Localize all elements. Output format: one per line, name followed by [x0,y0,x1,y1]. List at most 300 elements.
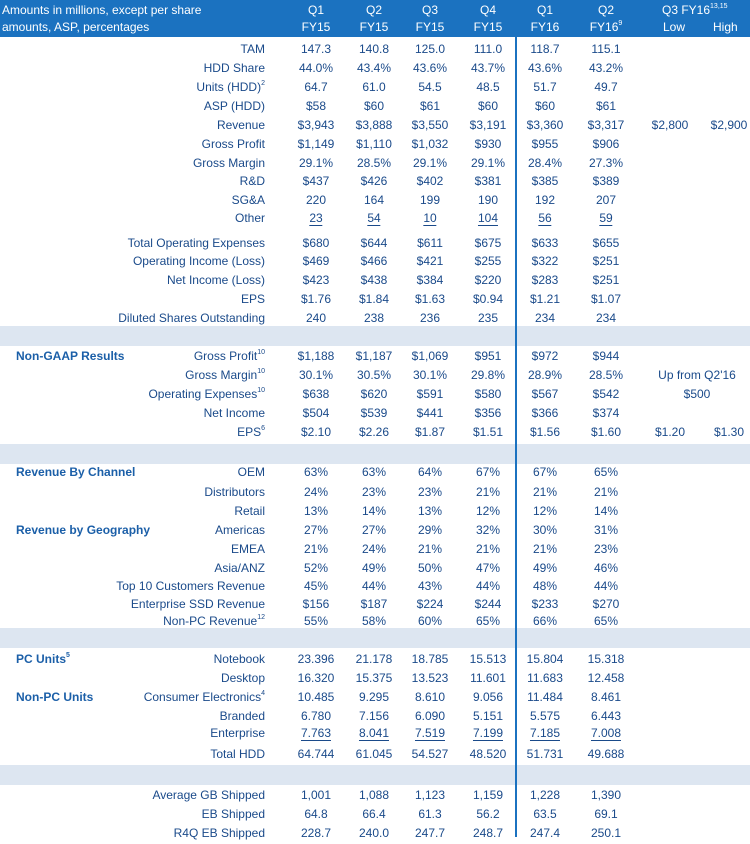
value-cell: 47% [475,561,501,575]
guidance-high: $2,900 [710,118,748,132]
value-cell: 28.4% [527,156,563,170]
value-cell: $58 [305,99,327,113]
value-cell: $156 [302,597,330,611]
value-cell: 164 [363,193,385,207]
value-cell: 48.5 [476,80,500,94]
row-label: Net Income [203,406,265,420]
row-label: Retail [234,504,265,518]
table-row [0,385,750,404]
value-cell: 54.527 [411,747,449,761]
guidance-high: $1.30 [713,425,745,439]
value-cell: 21% [303,542,329,556]
value-cell: $233 [531,597,559,611]
value-cell: 13% [417,504,443,518]
table-row [0,669,750,688]
value-cell: $224 [416,597,444,611]
row-label: EPS [240,292,265,306]
value-cell: $580 [474,387,502,401]
value-cell: $438 [360,273,388,287]
value-cell: $402 [416,174,444,188]
value-cell: 48.520 [469,747,507,761]
row-label: EMEA [230,542,265,556]
value-cell: 29.8% [470,368,506,382]
table-row [0,540,750,559]
value-cell: 1,228 [529,788,561,802]
value-cell: 65% [475,614,501,628]
quarter-header: Q4 [479,3,497,17]
row-label: Gross Margin [192,156,265,170]
table-row [0,404,750,423]
row-label: Non-PC Revenue$^{12}$ [163,614,265,628]
section-separator [0,326,750,346]
value-cell: 27% [361,523,387,537]
value-cell: 54 [367,211,381,225]
guidance-header: Q3 FY16$^{13,15}$ [662,3,728,17]
value-cell: 7.763 [300,726,332,740]
value-cell: 8.610 [414,690,446,704]
value-cell: 11.484 [527,690,563,704]
section-revenue-geography: Revenue by Geography [16,523,151,537]
table-row [0,688,750,707]
low-header: Low [663,20,686,34]
row-label: OEM [237,465,265,479]
row-label: Americas [214,523,265,537]
row-label: Operating Income (Loss) [132,254,265,268]
value-cell: $655 [592,236,620,250]
value-cell: $3,191 [469,118,507,132]
table-row [0,135,750,154]
table-row [0,234,750,253]
value-cell: 248.7 [472,826,504,840]
table-row [0,502,750,521]
value-cell: $1,149 [297,137,335,151]
value-cell: 55% [303,614,329,628]
quarter-header: Q2 [365,3,383,17]
value-cell: $374 [592,406,620,420]
year-header: FY15 [473,20,503,34]
row-label: Operating Expenses$^{10}$ [148,387,265,401]
value-cell: 29.1% [298,156,334,170]
section-non-pc-units: Non-PC Units [16,690,94,704]
table-row [0,805,750,824]
value-cell: 247.4 [529,826,561,840]
value-cell: $187 [360,597,388,611]
row-label: Desktop [220,671,265,685]
value-cell: 21% [532,485,558,499]
value-cell: $1.63 [414,292,446,306]
value-cell: $611 [417,236,443,250]
quarter-header: Q3 [421,3,439,17]
value-cell: 5.151 [472,709,504,723]
value-cell: 27% [303,523,329,537]
value-cell: 235 [477,311,499,325]
value-cell: 63.5 [533,807,557,821]
section-separator [0,765,750,785]
value-cell: 30% [532,523,558,537]
value-cell: $644 [360,236,388,250]
value-cell: 63% [361,465,387,479]
header-title-line1: Amounts in millions, except per share [2,3,202,17]
value-cell: $381 [474,174,502,188]
value-cell: 234 [595,311,617,325]
value-cell: 49% [361,561,387,575]
value-cell: 12% [532,504,558,518]
value-cell: 31% [593,523,619,537]
row-label: Diluted Shares Outstanding [118,311,265,325]
value-cell: 18.785 [411,652,449,666]
value-cell: 207 [595,193,617,207]
value-cell: $60 [477,99,499,113]
value-cell: 28.9% [527,368,563,382]
value-cell: 1,123 [414,788,446,802]
row-label: Distributors [204,485,265,499]
value-cell: 234 [534,311,556,325]
table-row [0,786,750,805]
value-cell: 49.7 [594,80,618,94]
value-cell: 44% [361,579,387,593]
row-label: Gross Margin$^{10}$ [185,368,265,382]
value-cell: 23% [417,485,443,499]
value-cell: $251 [592,273,620,287]
value-cell: 66% [532,614,558,628]
table-row [0,309,750,328]
value-cell: 190 [477,193,499,207]
table-row [0,290,750,309]
value-cell: 43.2% [588,61,624,75]
table-row [0,483,750,502]
value-cell: $3,550 [411,118,449,132]
value-cell: 147.3 [300,42,332,56]
value-cell: 21% [475,542,501,556]
value-cell: 115.1 [591,42,621,56]
value-cell: 15.513 [469,652,507,666]
value-cell: $930 [474,137,502,151]
value-cell: $270 [592,597,620,611]
value-cell: 64.744 [297,747,335,761]
value-cell: 21% [532,542,558,556]
value-cell: 8.041 [358,726,390,740]
value-cell: 51.731 [526,747,564,761]
value-cell: 58% [361,614,387,628]
value-cell: 7.519 [414,726,446,740]
value-cell: $469 [302,254,330,268]
value-cell: 220 [305,193,327,207]
row-label: TAM [240,42,265,56]
value-cell: 63% [303,465,329,479]
value-cell: 50% [417,561,443,575]
value-cell: 32% [475,523,501,537]
value-cell: $504 [302,406,330,420]
value-cell: 23% [593,542,619,556]
value-cell: $955 [531,137,559,151]
table-row [0,577,750,596]
value-cell: 56.2 [476,807,500,821]
value-cell: $944 [592,349,620,363]
value-cell: $972 [531,349,559,363]
row-label: Enterprise [210,726,265,740]
table-row [0,172,750,191]
value-cell: $1.87 [414,425,446,439]
value-cell: 61.045 [355,747,393,761]
value-cell: 13% [303,504,329,518]
value-cell: 1,088 [358,788,390,802]
value-cell: $220 [474,273,502,287]
value-cell: $255 [474,254,502,268]
value-cell: $426 [360,174,388,188]
value-cell: $951 [474,349,502,363]
table-row [0,271,750,290]
value-cell: 118.7 [530,42,560,56]
table-row [0,97,750,116]
value-cell: 23.396 [297,652,335,666]
value-cell: $366 [531,406,559,420]
year-header: FY15 [415,20,445,34]
value-cell: 6.443 [590,709,622,723]
value-cell: 23% [361,485,387,499]
value-cell: 49% [532,561,558,575]
value-cell: $441 [416,406,444,420]
value-cell: 64% [417,465,443,479]
table-row [0,650,750,669]
value-cell: $283 [531,273,559,287]
table-row [0,59,750,78]
row-label: R4Q EB Shipped [173,826,265,840]
value-cell: 199 [419,193,441,207]
value-cell: 240 [305,311,327,325]
value-cell: $620 [360,387,388,401]
value-cell: 1,001 [300,788,332,802]
value-cell: 8.461 [590,690,622,704]
value-cell: $356 [474,406,502,420]
value-cell: 104 [477,211,499,225]
row-label: Revenue [216,118,265,132]
table-row [0,559,750,578]
value-cell: $542 [592,387,620,401]
row-label: Gross Profit [201,137,265,151]
value-cell: 51.7 [533,80,557,94]
value-cell: 12.458 [587,671,625,685]
value-cell: $3,943 [297,118,335,132]
value-cell: 27.3% [588,156,624,170]
value-cell: 7.185 [529,726,561,740]
section-revenue-channel: Revenue By Channel [16,465,136,479]
quarter-header: Q1 [536,3,554,17]
value-cell: $1.76 [300,292,332,306]
guidance-low: $2,800 [651,118,689,132]
value-cell: 240.0 [358,826,390,840]
value-cell: 43.6% [527,61,563,75]
value-cell: 56 [538,211,552,225]
row-label: Branded [219,709,265,723]
value-cell: $384 [416,273,444,287]
value-cell: 11.683 [527,671,563,685]
value-cell: 9.056 [472,690,504,704]
value-cell: $3,360 [526,118,564,132]
section-non-gaap: Non-GAAP Results [16,349,125,363]
value-cell: 21% [417,542,443,556]
row-label: Top 10 Customers Revenue [116,579,265,593]
value-cell: 23 [309,211,323,225]
row-label: EPS$^6$ [237,425,265,439]
value-cell: 10 [423,211,437,225]
value-cell: $1,187 [355,349,393,363]
value-cell: $466 [360,254,388,268]
value-cell: $61 [419,99,441,113]
row-label: Notebook [213,652,265,666]
value-cell: $61 [595,99,617,113]
value-cell: $633 [531,236,559,250]
section-separator [0,444,750,464]
value-cell: $385 [531,174,559,188]
table-row [0,116,750,135]
value-cell: $244 [474,597,502,611]
row-label: Consumer Electronics$^4$ [143,690,265,704]
value-cell: 7.008 [590,726,622,740]
value-cell: $1,188 [297,349,335,363]
value-cell: 30.5% [356,368,392,382]
value-cell: $1.21 [529,292,561,306]
value-cell: 29.1% [470,156,506,170]
value-cell: $251 [592,254,620,268]
row-label: Units (HDD)$^2$ [196,80,265,94]
row-label: Total HDD [210,747,265,761]
table-row [0,745,750,764]
value-cell: $539 [360,406,388,420]
value-cell: 5.575 [529,709,561,723]
value-cell: $60 [534,99,556,113]
value-cell: 24% [303,485,329,499]
year-header: FY15 [359,20,389,34]
table-row [0,252,750,271]
value-cell: 44% [593,579,619,593]
value-cell: 30.1% [412,368,448,382]
value-cell: $2.26 [358,425,390,439]
row-label: Enterprise SSD Revenue [130,597,265,611]
table-row [0,366,750,385]
table-row [0,612,750,631]
value-cell: $60 [363,99,385,113]
value-cell: 52% [303,561,329,575]
value-cell: $3,317 [587,118,625,132]
table-row [0,724,750,743]
value-cell: 21.178 [355,652,393,666]
value-cell: 64.8 [304,807,328,821]
row-label: SG&A [231,193,265,207]
value-cell: 49.688 [587,747,625,761]
value-cell: 48% [532,579,558,593]
value-cell: 61.0 [362,80,386,94]
year-header: FY16 [530,20,560,34]
value-cell: 12% [475,504,501,518]
value-cell: 43% [417,579,443,593]
value-cell: 13.523 [411,671,449,685]
table-row [0,209,750,228]
value-cell: 43.4% [356,61,392,75]
value-cell: $1.60 [590,425,622,439]
table-row [0,78,750,97]
value-cell: $567 [531,387,559,401]
value-cell: 15.804 [526,652,564,666]
row-label: Other [234,211,265,225]
value-cell: 250.1 [590,826,622,840]
quarter-header: Q2 [597,3,615,17]
value-cell: 28.5% [356,156,392,170]
section-pc-units: PC Units$^5$ [16,652,70,666]
row-label: Total Operating Expenses [127,236,265,250]
value-cell: 43.7% [470,61,506,75]
value-cell: 140.8 [358,42,390,56]
value-cell: 11.601 [470,671,506,685]
value-cell: 65% [593,614,619,628]
value-cell: $322 [531,254,559,268]
value-cell: $437 [302,174,330,188]
value-cell: 238 [363,311,385,325]
fiscal-year-divider [515,37,517,837]
row-label: Average GB Shipped [152,788,265,802]
year-header: FY15 [301,20,331,34]
value-cell: $421 [416,254,444,268]
value-cell: 61.3 [418,807,442,821]
value-cell: 21% [475,485,501,499]
value-cell: 15.375 [355,671,393,685]
value-cell: 6.780 [300,709,332,723]
row-label: EB Shipped [201,807,265,821]
value-cell: 14% [593,504,619,518]
value-cell: 59 [599,211,613,225]
value-cell: 21% [593,485,619,499]
value-cell: 46% [593,561,619,575]
value-cell: 9.295 [358,690,390,704]
value-cell: 236 [419,311,441,325]
value-cell: 24% [361,542,387,556]
table-row [0,824,750,843]
value-cell: 44.0% [298,61,334,75]
value-cell: 44% [475,579,501,593]
value-cell: 16.320 [297,671,335,685]
table-header [0,0,750,37]
value-cell: 1,390 [590,788,622,802]
value-cell: 54.5 [418,80,442,94]
row-label: ASP (HDD) [203,99,265,113]
value-cell: 111.0 [473,42,503,56]
value-cell: $423 [302,273,330,287]
value-cell: 43.6% [412,61,448,75]
row-label: HDD Share [203,61,265,75]
value-cell: $906 [592,137,620,151]
table-row [0,423,750,442]
row-label: R&D [239,174,265,188]
value-cell: 247.7 [414,826,446,840]
value-cell: 192 [534,193,556,207]
value-cell: $1,110 [356,137,392,151]
row-label: Net Income (Loss) [166,273,265,287]
value-cell: $680 [302,236,330,250]
value-cell: $1.07 [590,292,622,306]
header-title-line2: amounts, ASP, percentages [2,20,150,34]
value-cell: $2.10 [300,425,332,439]
value-cell: $1.84 [358,292,390,306]
value-cell: $1.56 [529,425,561,439]
value-cell: $1,032 [411,137,449,151]
value-cell: $591 [416,387,444,401]
row-label: Asia/ANZ [214,561,265,575]
guidance-note: Up from Q2'16 [658,368,736,382]
value-cell: $638 [302,387,330,401]
value-cell: 7.199 [472,726,504,740]
table-row [0,40,750,59]
value-cell: 29.1% [412,156,448,170]
value-cell: 14% [361,504,387,518]
